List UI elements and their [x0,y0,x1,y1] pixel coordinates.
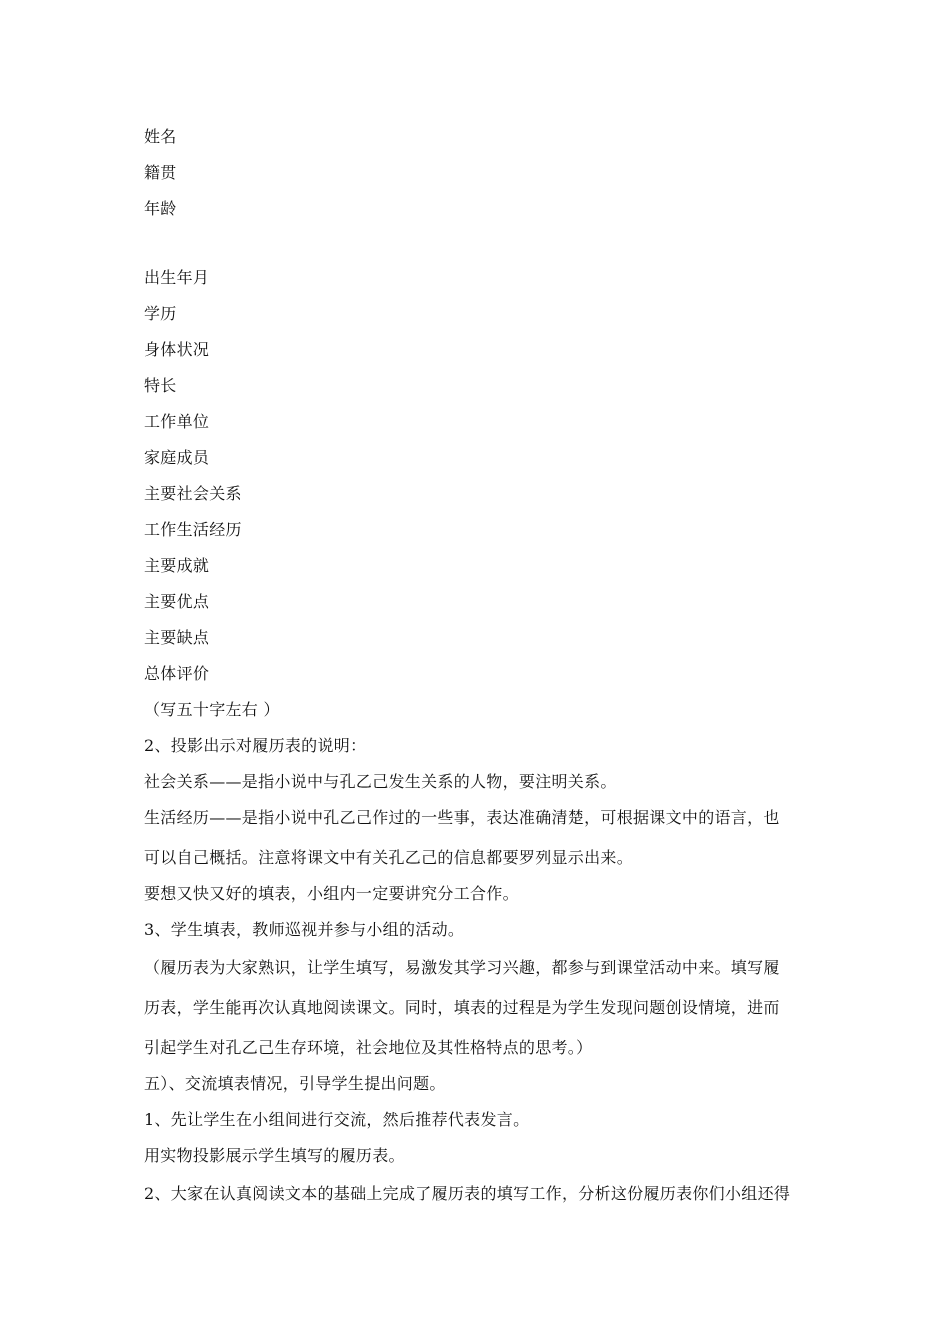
form-field-education: 学历 [144,304,177,323]
form-field-life-experience: 工作生活经历 [144,520,242,539]
paragraph: 要想又快又好的填表，小组内一定要讲究分工合作。 [144,884,519,903]
paragraph: 生活经历——是指小说中孔乙己作过的一些事，表达准确清楚，可根据课文中的语言，也 [144,808,780,827]
section-heading: 五）、交流填表情况，引导学生提出问题。 [144,1074,446,1093]
form-field-age: 年龄 [144,199,177,218]
form-note: （写五十字左右 ） [144,700,280,719]
paragraph: 3、学生填表，教师巡视并参与小组的活动。 [144,920,465,939]
form-field-native-place: 籍贯 [144,163,177,182]
paragraph: 2、大家在认真阅读文本的基础上完成了履历表的填写工作，分析这份履历表你们小组还得 [144,1184,791,1203]
paragraph: 可以自己概括。注意将课文中有关孔乙己的信息都要罗列显示出来。 [144,848,634,867]
form-field-birth-date: 出生年月 [144,268,210,287]
paragraph: 2、投影出示对履历表的说明： [144,736,367,755]
form-field-strengths: 主要优点 [144,592,210,611]
paragraph: （履历表为大家熟识，让学生填写，易激发其学习兴趣，都参与到课堂活动中来。填写履 [144,958,780,977]
paragraph: 1、先让学生在小组间进行交流，然后推荐代表发言。 [144,1110,530,1129]
form-field-achievements: 主要成就 [144,556,210,575]
paragraph: 历表，学生能再次认真地阅读课文。同时，填表的过程是为学生发现问题创设情境，进而 [144,998,780,1017]
form-field-family: 家庭成员 [144,448,210,467]
form-field-weaknesses: 主要缺点 [144,628,210,647]
paragraph: 社会关系——是指小说中与孔乙己发生关系的人物，要注明关系。 [144,772,617,791]
form-field-health: 身体状况 [144,340,210,359]
paragraph: 用实物投影展示学生填写的履历表。 [144,1146,405,1165]
form-field-workplace: 工作单位 [144,412,210,431]
form-field-specialty: 特长 [144,376,177,395]
form-field-social-relations: 主要社会关系 [144,484,242,503]
form-field-overall-evaluation: 总体评价 [144,664,210,683]
form-field-name: 姓名 [144,127,177,146]
paragraph: 引起学生对孔乙己生存环境，社会地位及其性格特点的思考。） [144,1038,593,1057]
